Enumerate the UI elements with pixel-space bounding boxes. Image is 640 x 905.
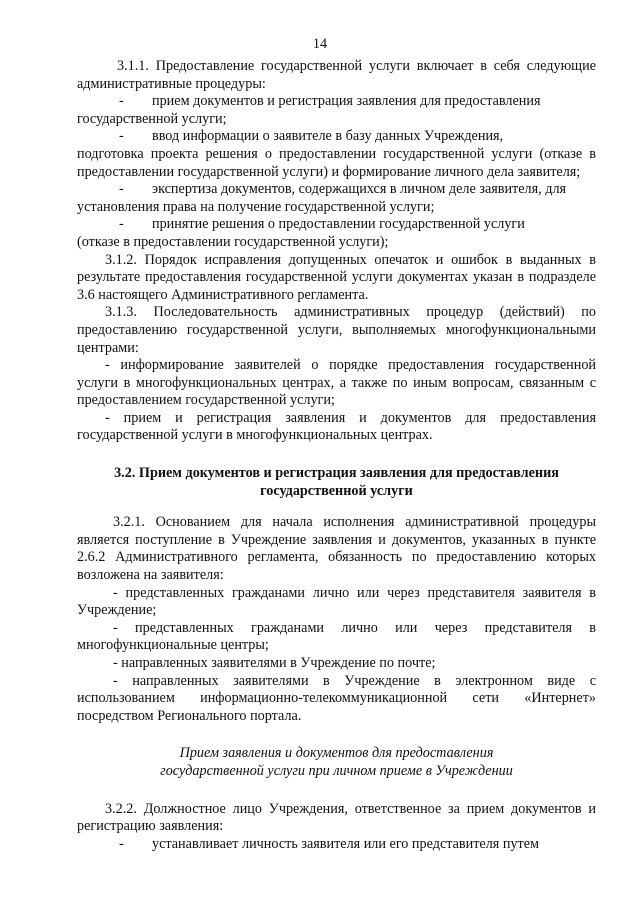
list-item-text: устанавливает личность заявителя или его представителя путем: [152, 835, 540, 852]
list-item-continuation: государственной услуги;: [77, 110, 227, 127]
receipt-item-2: - представленных гражданами лично или через представителя в многофункциональные центры;: [77, 619, 596, 654]
list-item: [77, 181, 596, 199]
list-item-text: прием документов и регистрация заявления для предоставления: [152, 93, 541, 110]
dash-marker: -: [119, 93, 124, 110]
document-body: [77, 58, 596, 853]
paragraph-3-1-1: 3.1.1. Предоставление государственной услуги включает в себя следующие административные процедуры:: [77, 58, 596, 92]
receipt-item-1: - представленных гражданами лично или через представителя заявителя в Учреждение;: [77, 584, 596, 619]
dash-marker: -: [119, 128, 124, 145]
section-heading-3-2: 3.2. Прием документов и регистрация заявления для предоставления: [114, 465, 559, 482]
list-item: [77, 216, 596, 234]
list-item: [77, 93, 596, 111]
list-item-text: ввод информации о заявителе в базу данных Учреждения,: [152, 128, 504, 145]
paragraph-3-1-2: 3.1.2. Порядок исправления допущенных опечаток и ошибок в выданных в результате предоставления государственной услуги документах указан в подразделе 3.6 настоящего Административного регламента.: [77, 251, 596, 303]
mfc-item-2: - прием и регистрация заявления и документов для предоставления государственной услуги в многофункциональных центрах.: [77, 409, 596, 444]
list-item-continuation: (отказе в предоставлении государственной услуги);: [77, 233, 389, 250]
paragraph-3-2-1: 3.2.1. Основанием для начала исполнения административной процедуры является поступление в Учреждение заявления и документов, указанных в пункте 2.6.2 Административного регламента, обязанность по предоставлению которых возложена на заявителя:: [77, 514, 596, 584]
paragraph-3-1-3: 3.1.3. Последовательность административных процедур (действий) по предоставлению государственной услуги, выполняемых многофункциональными центрами:: [77, 304, 596, 356]
list-item-continuation: подготовка проекта решения о предоставлении государственной услуги (отказе в предоставлении государственной услуги) и формирование личного дела заявителя;: [77, 145, 596, 180]
list-item: [77, 836, 596, 854]
spacer: [77, 725, 596, 745]
dash-marker: -: [119, 181, 124, 198]
page-number: 14: [312, 36, 328, 52]
paragraph-3-2-2: 3.2.2. Должностное лицо Учреждения, ответственное за прием документов и регистрацию заявления:: [77, 800, 596, 835]
receipt-item-3: - направленных заявителями в Учреждение по почте;: [113, 655, 436, 671]
subheading-line-1: Прием заявления и документов для предоставления: [179, 745, 494, 762]
spacer: [77, 500, 596, 514]
dash-marker: -: [119, 216, 124, 233]
list-item-continuation: установления права на получение государственной услуги;: [77, 198, 435, 215]
section-heading-3-2-cont: государственной услуги: [260, 482, 413, 499]
list-item-text: принятие решения о предоставлении государственной услуги: [152, 216, 525, 233]
spacer: [77, 781, 596, 801]
subheading-line-2: государственной услуги при личном приеме в Учреждении: [160, 762, 513, 779]
dash-marker: -: [119, 835, 124, 852]
list-item-text: экспертиза документов, содержащихся в личном деле заявителя, для: [152, 181, 567, 198]
list-item: [77, 128, 596, 146]
mfc-item-1: - информирование заявителей о порядке предоставления государственной услуги в многофункциональных центрах, а также по иным вопросам, связанным с предоставлением государственной услуги;: [77, 357, 596, 409]
receipt-item-4: - направленных заявителями в Учреждение в электронном виде с использованием информационно-телекоммуникационной сети «Интернет» посредством Регионального портала.: [77, 672, 596, 724]
